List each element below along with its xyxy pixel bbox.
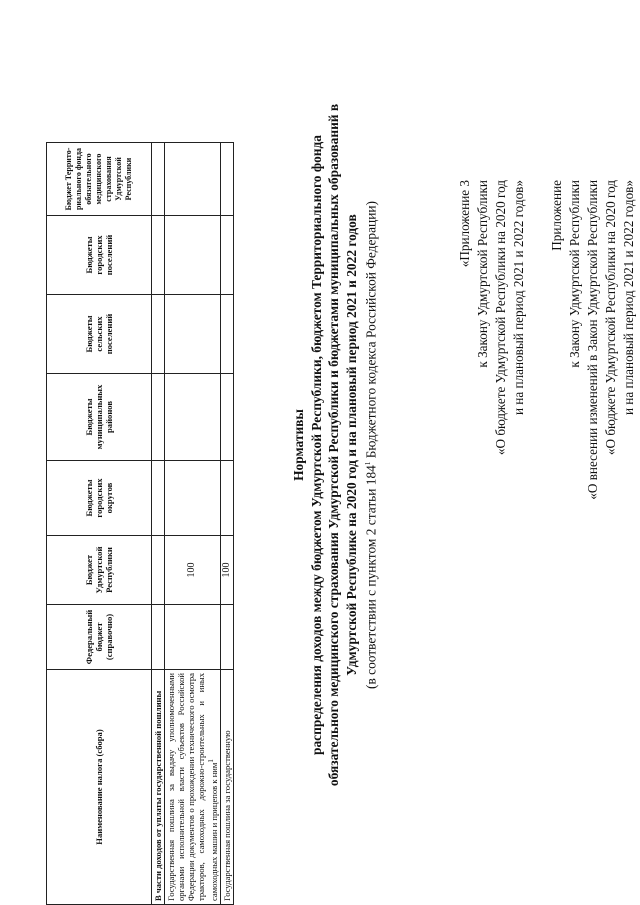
row-1-text: Государственная пошлина за выдачу уполномоченными органами исполнительной власти субъектов Российской Федерации документов о прохождении технического осмотра тракторов, самоходных дорожно-строительных и иных самоходных машин и прицепов к ним: [166, 673, 219, 901]
cell-empty: [165, 374, 221, 461]
header-republic: Бюджет Удмуртской Республики: [47, 536, 152, 605]
cell-empty: [220, 295, 233, 374]
cell-empty: [152, 605, 165, 670]
group-row-label: В части доходов от уплаты государственной пошлины: [152, 670, 165, 905]
cell-empty: [165, 143, 221, 216]
header-tfoms: Бюджет Террито-риального фонда обязательного медицинского страхования Удмуртской Республики: [47, 143, 152, 216]
cell-empty: [152, 295, 165, 374]
appendix-1-line-2: к Закону Удмуртской Республики: [567, 180, 582, 368]
row-1-label: [165, 670, 221, 905]
header-urban: Бюджеты городских поселений: [47, 216, 152, 295]
cell-empty: [152, 216, 165, 295]
heading-line-4-post: Бюджетного кодекса Российской Федерации): [363, 201, 379, 462]
distribution-table: [46, 142, 234, 905]
header-tax-name: Наименование налога (сбора): [47, 670, 152, 905]
heading-line-4: [360, 45, 380, 845]
header-rural: Бюджеты сельских поселений: [47, 295, 152, 374]
appendix-2-line-3: «О бюджете Удмуртской Республики на 2020 год: [493, 180, 508, 456]
row-2-label: Государственная пошлина за государственную: [220, 670, 233, 905]
cell-empty: [220, 605, 233, 670]
cell-empty: [220, 374, 233, 461]
cell-empty: [152, 143, 165, 216]
appendix-2-line-2: к Закону Удмуртской Республики: [475, 180, 490, 368]
table-row: [220, 143, 233, 905]
heading-line-2: обязательного медицинского страхования Удмуртской Республики и бюджетами муниципальных образований в: [326, 103, 341, 787]
appendix-2: [456, 180, 528, 600]
cell-empty: [220, 143, 233, 216]
document-heading: [290, 45, 380, 845]
cell-empty: [165, 295, 221, 374]
cell-empty: [165, 216, 221, 295]
appendix-1-line-1: Приложение: [549, 180, 564, 251]
cell-empty: [152, 536, 165, 605]
cell-empty: [220, 461, 233, 536]
table-row: [165, 143, 221, 905]
table-header-row: [47, 143, 152, 905]
heading-line-4-sup: 1: [364, 461, 372, 466]
heading-line-3: Удмуртской Республике на 2020 год и на плановый период 2021 и 2022 годов: [343, 214, 359, 676]
heading-line-4-pre: (в соответствии с пунктом 2 статьи 184: [363, 465, 379, 689]
header-municipal-districts: Бюджеты муниципальных районов: [47, 374, 152, 461]
row-1-republic-value: 100: [165, 536, 221, 605]
cell-empty: [152, 374, 165, 461]
header-city-districts: Бюджеты городских округов: [47, 461, 152, 536]
appendix-1-line-3: «О внесении изменений в Закон Удмуртской Республики: [585, 180, 600, 500]
appendix-2-line-4: и на плановый период 2021 и 2022 годов»: [511, 180, 526, 416]
appendix-2-line-1: «Приложение 3: [457, 180, 472, 268]
heading-line-1: распределения доходов между бюджетом Удмуртской Республики, бюджетом Территориального фонда: [308, 135, 324, 755]
cell-empty: [152, 461, 165, 536]
heading-title: Нормативы: [291, 409, 306, 481]
appendix-1-line-5: и на плановый период 2021 и 2022 годов»: [621, 180, 636, 416]
appendix-1: [548, 180, 638, 600]
table-row: [152, 143, 165, 905]
appendix-1-line-4: «О бюджете Удмуртской Республики на 2020 год: [603, 180, 618, 456]
cell-empty: [220, 216, 233, 295]
header-federal: Федеральный бюджет (справочно): [47, 605, 152, 670]
row-2-republic-value: 100: [220, 536, 233, 605]
cell-empty: [165, 605, 221, 670]
row-1-sup: 1: [207, 759, 215, 763]
cell-empty: [165, 461, 221, 536]
